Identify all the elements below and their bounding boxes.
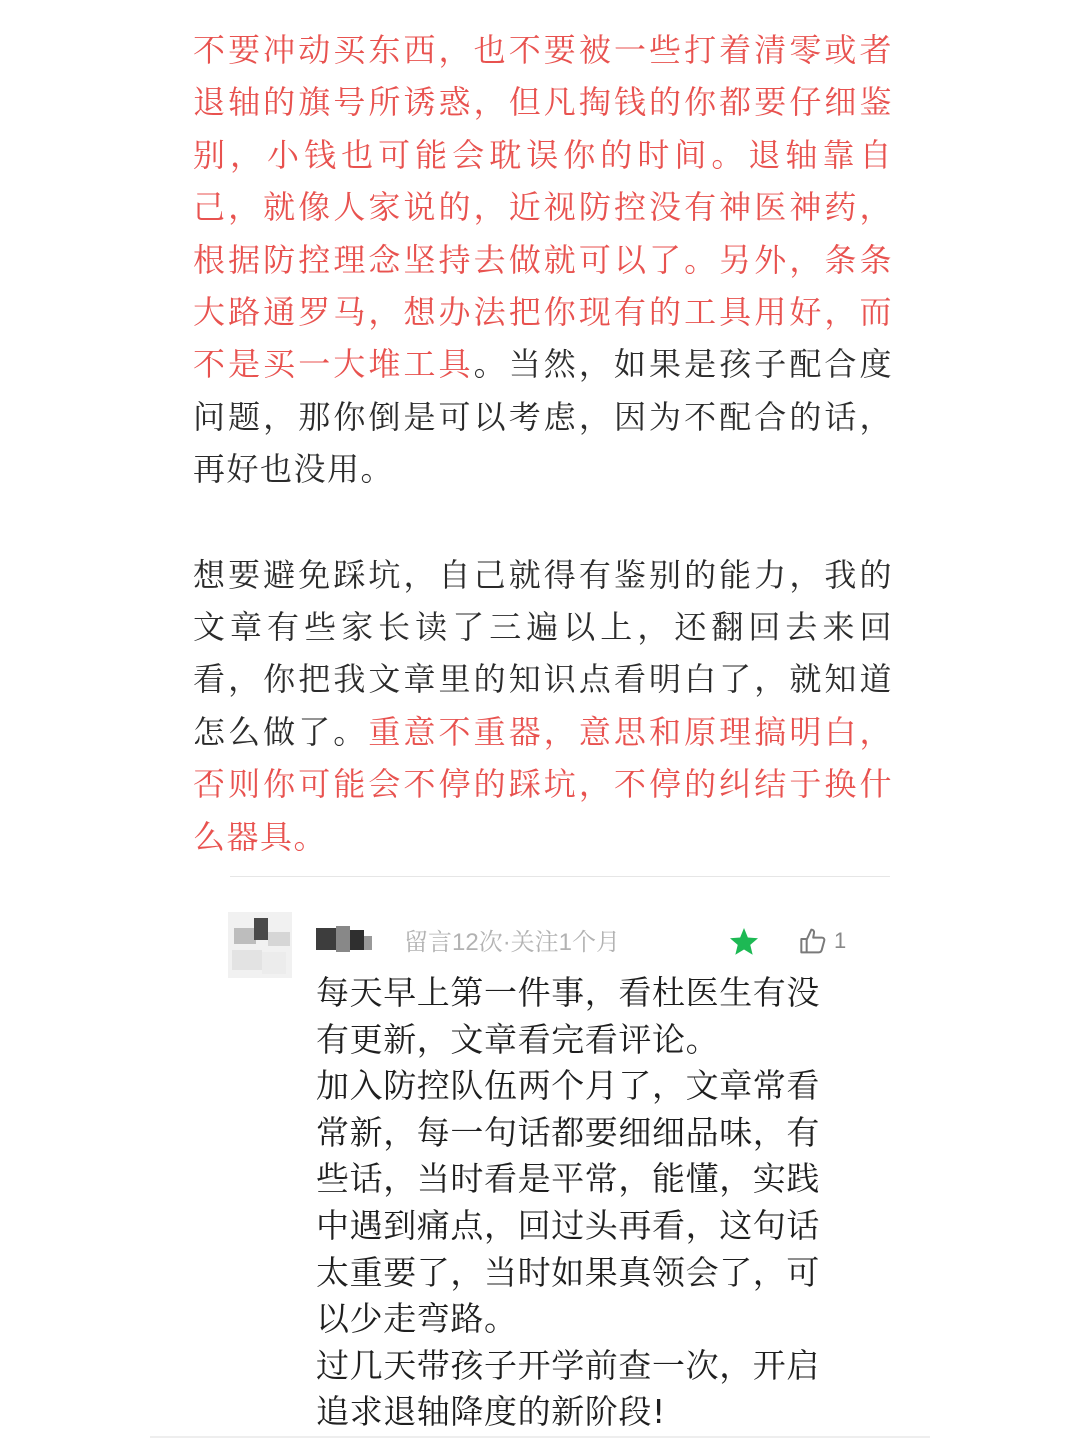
avatar[interactable] (228, 912, 292, 978)
thumbs-up-icon (798, 925, 830, 957)
comment-meta: 留言12次·关注1个月 (404, 929, 621, 956)
star-icon (728, 926, 760, 958)
body-text: 。当然，如果是孩子配合度问题，那你倒是可以考虑，因为不配合的话，再好也没用。 (193, 345, 893, 489)
comment-line: 过几天带孩子开学前查一次，开启追求退轴降度的新阶段! (316, 1345, 820, 1432)
comment-line: 每天早上第一件事，看杜医生有没有更新，文章看完看评论。 (316, 973, 820, 1059)
highlighted-text: 重意不重器，意思和原理搞明白，否则你可能会不停的踩坑，不停的纠结于换什么器具。 (193, 712, 893, 856)
like-count: 1 (834, 928, 847, 953)
body-text: 想要避免踩坑，自己就得有鉴别的能力，我的文章有些家长读了三遍以上，还翻回去来回看，你把我文章里的知识点看明白了，就知道怎么做了。 (193, 555, 893, 751)
article-body (193, 24, 893, 863)
commenter-nickname[interactable] (316, 926, 376, 952)
comment-divider (230, 876, 890, 877)
article-paragraph-2 (193, 549, 893, 863)
like-button[interactable] (798, 924, 846, 958)
comment-text (316, 970, 848, 1436)
bottom-divider (150, 1436, 930, 1438)
highlighted-text: 不要冲动买东西，也不要被一些打着清零或者退轴的旗号所诱惑，但凡掏钱的你都要仔细鉴别，小钱也可能会耽误你的时间。退轴靠自己，就像人家说的，近视防控没有神医神药，根据防控理念坚持去做就可以了。另外，条条大路通罗马，想办法把你现有的工具用好，而不是买一大堆工具 (193, 31, 893, 384)
article-paragraph-1 (193, 24, 893, 496)
comment-line: 加入防控队伍两个月了，文章常看常新，每一句话都要细细品味，有些话，当时看是平常，能懂，实践中遇到痛点，回过头再看，这句话太重要了，当时如果真领会了，可以少走弯路。 (316, 1066, 820, 1339)
